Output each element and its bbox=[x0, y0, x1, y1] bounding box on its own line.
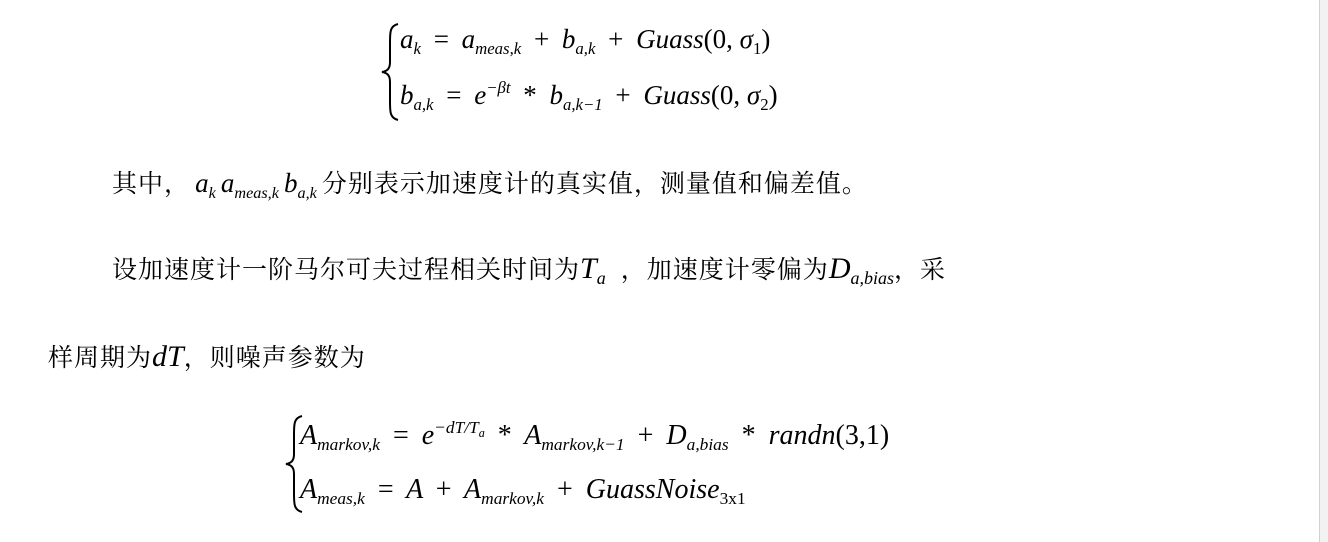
window-edge bbox=[1319, 0, 1328, 542]
equation-1-line-2: $b_{a,k} = e^{-\beta t} * b_{a,k-1}$ + Guass(0, $\sigma_2$) bbox=[400, 78, 778, 114]
equation-2-line-2: $A_{meas,k} = A + A_{markov,k}$ + GuassNoise$_{3x1}$ bbox=[300, 474, 746, 509]
equation-block-1 bbox=[380, 18, 820, 126]
equation-2-line-1: $A_{markov,k} = e^{-dT/T_a} * A_{markov,k-1} + D_{a,bias}$ * randn(3,1) bbox=[300, 417, 890, 455]
left-brace-1 bbox=[380, 22, 402, 122]
paragraph-parameters: 设加速度计一阶马尔可夫过程相关时间为$T_a$ ，加速度计零偏为$D_{a,bias}$，采 bbox=[112, 252, 947, 289]
paragraph-sampling: 样周期为dT，则噪声参数为 bbox=[48, 340, 366, 373]
paragraph-definitions: 其中， $a_k$ $a_{meas,k}$ $b_{a,k}$ 分别表示加速度计的真实值，测量值和偏差值。 bbox=[112, 168, 868, 202]
equation-block-2 bbox=[284, 412, 924, 516]
equation-1-line-1: $a_k = a_{meas,k} + b_{a,k}$ + Guass(0, $\sigma_1$) bbox=[400, 24, 771, 58]
